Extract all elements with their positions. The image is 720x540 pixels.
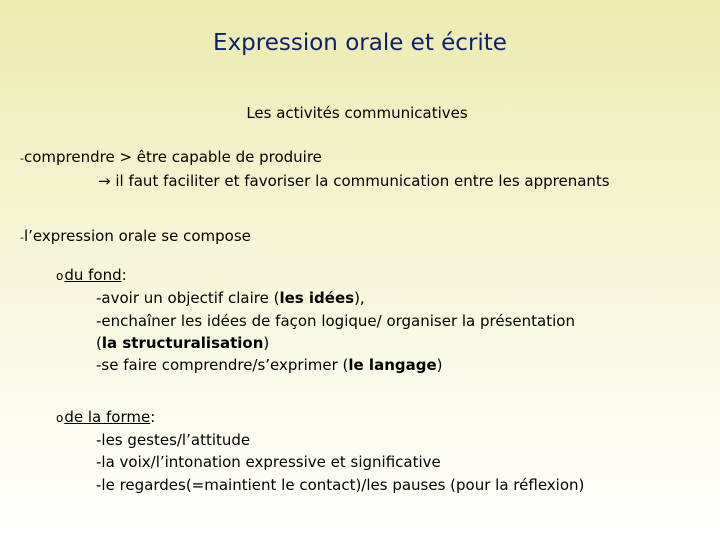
item-comprendre-sub-text: il faut faciliter et favoriser la communication entre les apprenants	[115, 172, 610, 190]
forme-line-1: -les gestes/l’attitude	[96, 431, 251, 449]
fond-line-1	[96, 289, 365, 307]
slide-subtitle: Les activités communicatives	[246, 104, 468, 122]
fond-line-4	[96, 356, 443, 374]
forme-line-3: -le regardes(=maintient le contact)/les pauses (pour la réflexion)	[96, 476, 585, 494]
forme-label: de la forme	[64, 408, 151, 426]
keyword-structuralisation: la structuralisation	[101, 334, 264, 352]
fond-colon: :	[121, 266, 127, 284]
item-expression-text: l’expression orale se compose	[23, 227, 251, 245]
arrow-icon: →	[98, 172, 111, 190]
fond-line-4-text: -se faire comprendre/s’exprimer (	[96, 356, 349, 374]
dash-marker: -	[20, 152, 24, 165]
fond-line-1-end: ),	[354, 289, 365, 307]
item-comprendre-text: comprendre > être capable de produire	[23, 148, 322, 166]
keyword-langage: le langage	[348, 356, 437, 374]
fond-label: du fond	[64, 266, 122, 284]
fond-heading	[56, 266, 127, 284]
forme-line-2: -la voix/l’intonation expressive et significative	[96, 453, 441, 471]
forme-colon: :	[150, 408, 156, 426]
item-expression	[20, 227, 251, 245]
circle-bullet-icon: o	[56, 269, 64, 283]
circle-bullet-icon: o	[56, 411, 64, 425]
fond-line-3	[96, 334, 269, 352]
paren-close: )	[436, 356, 443, 374]
fond-line-2: -enchaîner les idées de façon logique/ organiser la présentation	[96, 312, 575, 330]
item-comprendre	[20, 148, 322, 166]
keyword-idees: les idées	[279, 289, 355, 307]
paren-close: )	[263, 334, 270, 352]
paren-open: (	[96, 334, 102, 352]
slide-title: Expression orale et écrite	[213, 30, 507, 56]
dash-marker: -	[20, 231, 24, 244]
fond-line-1-text: -avoir un objectif claire (	[96, 289, 280, 307]
forme-heading	[56, 408, 155, 426]
item-comprendre-sub	[98, 172, 610, 190]
